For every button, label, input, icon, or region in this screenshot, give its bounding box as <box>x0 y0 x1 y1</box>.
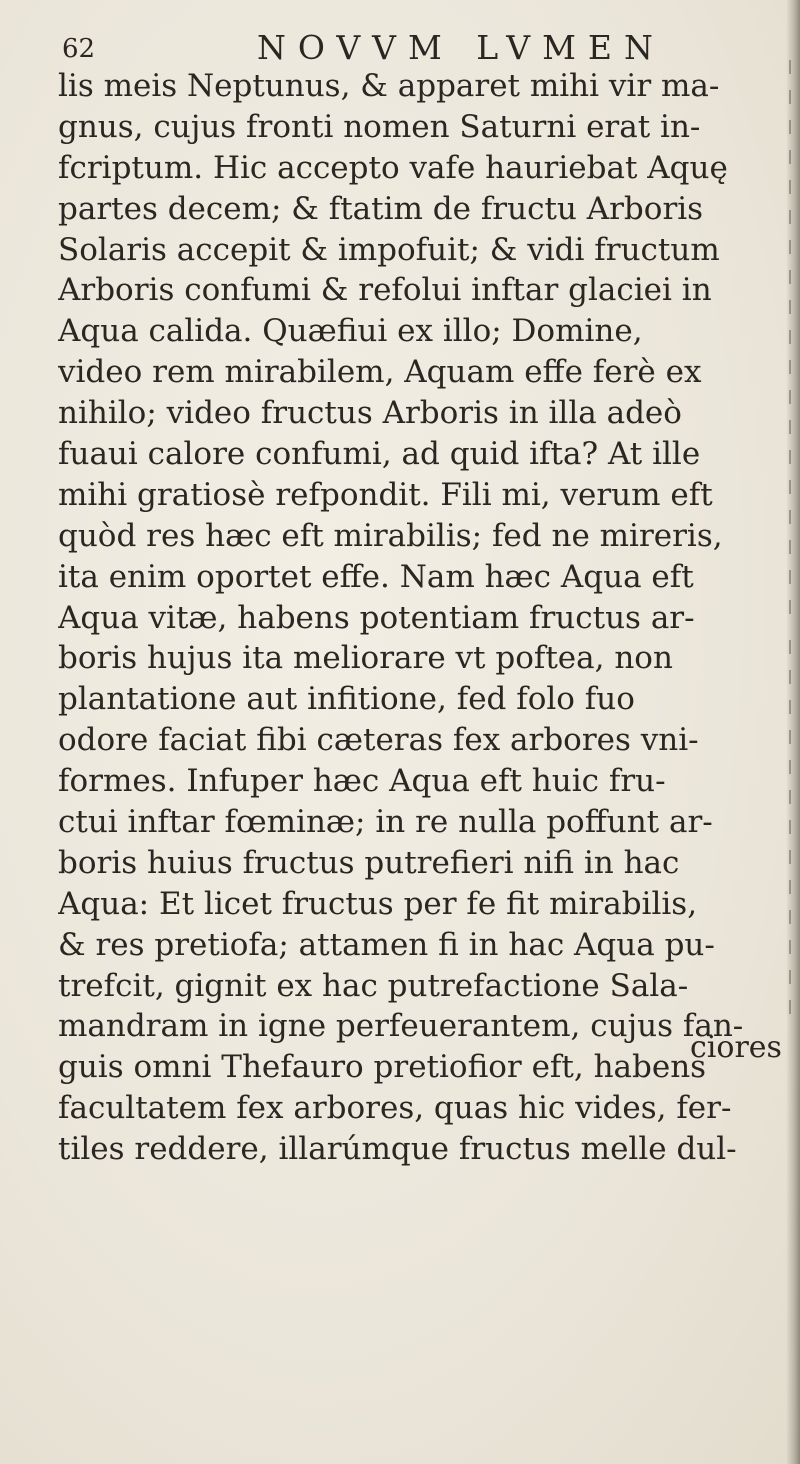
text-line: mandram in igne perfeuerantem, cujus fan- <box>58 1008 744 1045</box>
text-line: formes. Infuper hæc Aqua eft huic fru- <box>58 763 666 800</box>
text-line: boris huius fructus putrefieri nifi in hac <box>58 844 680 881</box>
text-line: facultatem fex arbores, quas hic vides, fer- <box>58 1090 732 1127</box>
text-line: partes decem; & ftatim de fructu Arboris <box>58 190 704 227</box>
text-line: Aqua vitæ, habens potentiam fructus ar- <box>58 599 695 636</box>
page-header <box>62 28 762 68</box>
text-line: guis omni Thefauro pretiofior eft, habens <box>58 1049 707 1086</box>
text-line: fcriptum. Hic accepto vafe hauriebat Aquę <box>58 149 728 186</box>
text-line: video rem mirabilem, Aquam effe ferè ex <box>58 354 702 391</box>
text-line: tiles reddere, illarúmque fructus melle dul- <box>58 1131 737 1168</box>
text-line: lis meis Neptunus, & apparet mihi vir ma- <box>58 68 720 104</box>
body-text <box>58 66 783 1170</box>
text-line: plantatione aut infitione, fed folo fuo <box>58 681 635 718</box>
text-line: ita enim oportet effe. Nam hæc Aqua eft <box>58 558 694 595</box>
text-line: & res pretiofa; attamen fi in hac Aqua pu- <box>58 926 715 963</box>
running-title: NOVVM LVMEN <box>257 28 665 67</box>
text-line: fuaui calore confumi, ad quid ifta? At ille <box>58 436 701 473</box>
text-line: Solaris accepit & impofuit; & vidi fructum <box>58 231 720 268</box>
text-line: mihi gratiosè refpondit. Fili mi, verum eft <box>58 476 713 513</box>
catchword: ciores <box>690 1030 782 1065</box>
text-line: ctui inftar fœminæ; in re nulla poffunt ar- <box>58 804 713 841</box>
text-line: Aqua calida. Quæfiui ex illo; Domine, <box>58 313 643 350</box>
page-edge-mark-lower <box>789 640 791 1030</box>
text-line: quòd res hæc eft mirabilis; fed ne mireris, <box>58 517 723 554</box>
text-line: odore faciat fibi cæteras fex arbores vni- <box>58 722 699 759</box>
page-edge-mark <box>789 60 791 620</box>
text-line: boris hujus ita meliorare vt poftea, non <box>58 640 673 677</box>
text-line: Arboris confumi & refolui inftar glaciei in <box>58 272 712 309</box>
text-line: trefcit, gignit ex hac putrefactione Sala- <box>58 967 689 1004</box>
text-line: nihilo; video fructus Arboris in illa adeò <box>58 395 682 432</box>
text-line: gnus, cujus fronti nomen Saturni erat in- <box>58 108 701 145</box>
text-line: Aqua: Et licet fructus per fe fit mirabilis, <box>58 885 698 922</box>
page-number: 62 <box>62 34 96 64</box>
